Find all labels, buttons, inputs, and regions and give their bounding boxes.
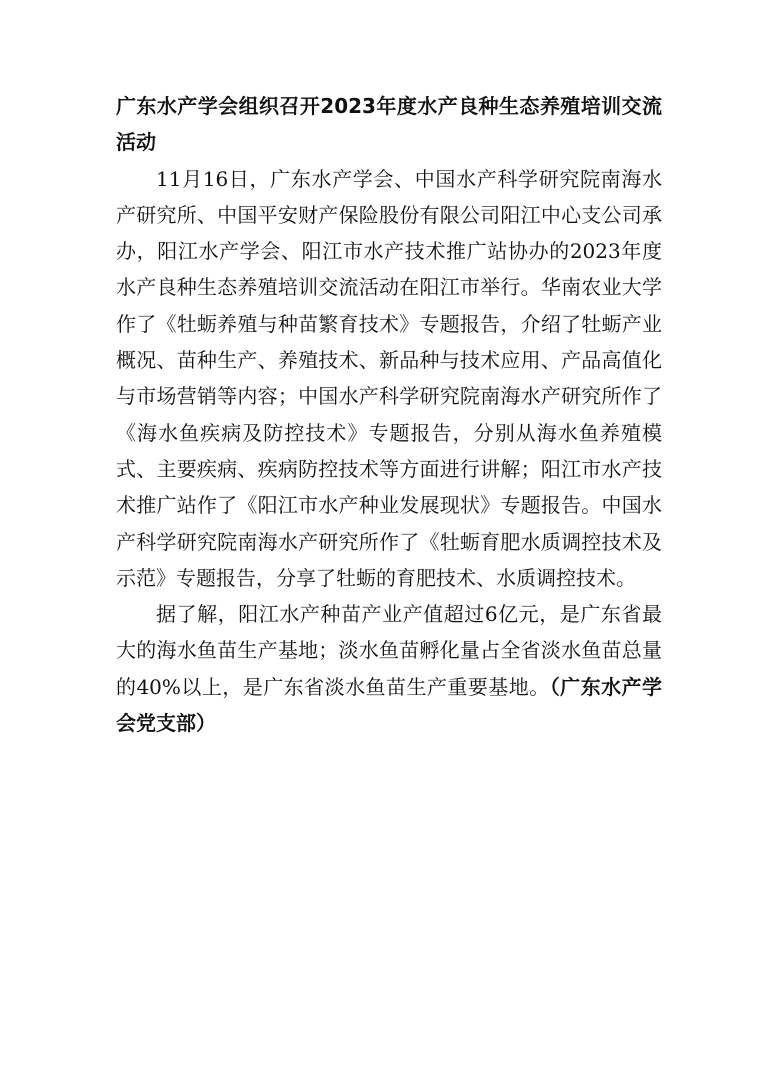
article-body xyxy=(116,88,662,741)
paragraph-2-text: 据了解，阳江水产种苗产业产值超过6亿元，是广东省最大的海水鱼苗生产基地；淡水鱼苗孵化量占全省淡水鱼苗总量的40%以上，是广东省淡水鱼苗生产重要基地。 xyxy=(116,602,662,699)
paragraph-2 xyxy=(116,596,662,741)
paragraph-1: 11月16日，广东水产学会、中国水产科学研究院南海水产研究所、中国平安财产保险股份有限公司阳江中心支公司承办，阳江水产学会、阳江市水产技术推广站协办的2023年度水产良种生态养殖培训交流活动在阳江市举行。华南农业大学作了《牡蛎养殖与种苗繁育技术》专题报告，介绍了牡蛎产业概况、苗种生产、养殖技术、新品种与技术应用、产品高值化与市场营销等内容；中国水产科学研究院南海水产研究所作了《海水鱼疾病及防控技术》专题报告，分别从海水鱼养殖模式、主要疾病、疾病防控技术等方面进行讲解；阳江市水产技术推广站作了《阳江市水产种业发展现状》专题报告。中国水产科学研究院南海水产研究所作了《牡蛎育肥水质调控技术及示范》专题报告，分享了牡蛎的育肥技术、水质调控技术。 xyxy=(116,166,662,590)
article-source: （广东水产学会党支部） xyxy=(116,674,663,736)
article-title: 广东水产学会组织召开2023年度水产良种生态养殖培训交流活动 xyxy=(116,94,662,155)
